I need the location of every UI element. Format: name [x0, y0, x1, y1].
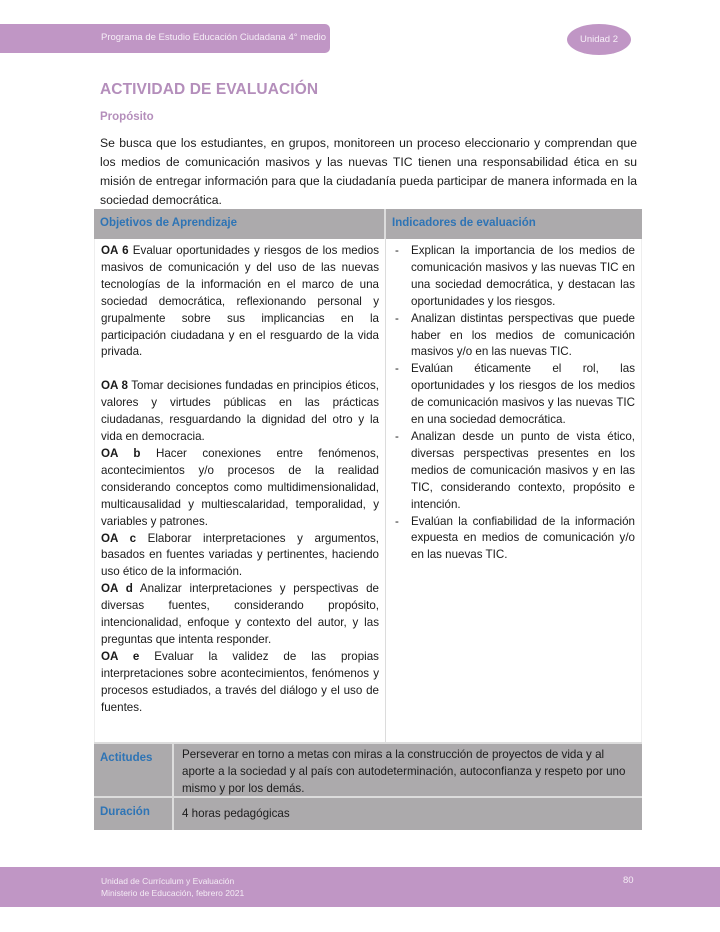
attitudes-label: Actitudes [94, 744, 174, 796]
table-header-row [94, 209, 642, 239]
bullet-dash-icon: - [395, 362, 399, 376]
objective-text: Hacer conexiones entre fenómenos, acontecimientos y/o procesos de la realidad considerando conceptos como multidimensionalidad, multicausalidad y multiescalaridad, temporalidad, y variables y patrones. [101, 446, 379, 528]
evaluation-table [94, 209, 642, 830]
objective-text: Analizar interpretaciones y perspectivas de diversas fuentes, considerando propósito, intencionalidad, enfoque y contexto del autor, y las preguntas que intenta responder. [101, 582, 380, 646]
bullet-dash-icon: - [395, 244, 399, 257]
duration-label: Duración [94, 798, 174, 830]
indicators-cell [386, 239, 642, 742]
page-number: 80 [623, 875, 634, 886]
indicator-item: - Explican la importancia de los medios de comunicación masivos y las nuevas TIC en una sociedad democrática, y destacan las oportunidades y los riesgos. [395, 244, 635, 308]
bullet-dash-icon: - [395, 429, 399, 443]
objective-text: Tomar decisiones fundadas en principios éticos, valores y virtudes públicas en las prácticas ciudadanas, resguardando la dignidad del otro y la vida en democracia. [101, 379, 379, 444]
objectives-cell [94, 239, 386, 742]
purpose-paragraph: Se busca que los estudiantes, en grupos, monitoreen un proceso eleccionario y comprendan que los medios de comunicación masivos y las nuevas TIC tienen una responsabilidad ética en su misión de entregar información para que la ciudadanía pueda participar de manera informada en la sociedad democrática. [100, 136, 637, 207]
objective-code: OA 8 [101, 379, 128, 393]
objective-code: OA b [101, 446, 141, 460]
objective-code: OA 6 [101, 244, 129, 257]
indicator-item: - Analizan desde un punto de vista ético, diversas perspectivas presentes en los medios de comunicación masivos y en las TIC, considerando contexto, propósito e intención. [395, 429, 635, 511]
program-title: Programa de Estudio Educación Ciudadana 4° medio [101, 32, 327, 43]
duration-text: 4 horas pedagógicas [182, 807, 290, 820]
footer-line-2: Ministerio de Educación, febrero 2021 [101, 888, 245, 898]
objective-item [101, 581, 379, 649]
unit-label: Unidad 2 [579, 34, 619, 45]
objectives-header: Objetivos de Aprendizaje [94, 209, 386, 239]
objective-code: OA e [101, 649, 140, 663]
footer-line-1: Unidad de Currículum y Evaluación [101, 876, 235, 886]
section-subtitle: Propósito [100, 111, 154, 123]
indicator-item: - Evalúan la confiabilidad de la información expuesta en medios de comunicación y/o en las nuevas TIC. [395, 514, 635, 562]
unit-badge [567, 24, 631, 55]
objective-item [101, 531, 379, 582]
objective-item [101, 649, 379, 717]
objective-code: OA d [101, 582, 133, 596]
indicator-item: - Evalúan éticamente el rol, las oportunidades y los riesgos de los medios de comunicación masivos y las nuevas TIC en una sociedad democrática. [395, 362, 635, 427]
section-title: ACTIVIDAD DE EVALUACIÓN [100, 81, 319, 98]
objective-text: Elaborar interpretaciones y argumentos, basados en fuentes variadas y pertinentes, haciendo uso ético de la información. [101, 531, 379, 579]
objective-code: OA c [101, 531, 137, 545]
indicator-item: - Analizan distintas perspectivas que puede haber en los medios de comunicación masivos y/o en las nuevas TIC. [395, 311, 635, 359]
objective-text: Evaluar la validez de las propias interpretaciones sobre acontecimientos, fenómenos y procesos estudiados, a través del diálogo y el uso de fuentes. [101, 649, 379, 714]
duration-row [94, 796, 642, 830]
table-body-row [94, 239, 642, 742]
attitudes-text: Perseverar en torno a metas con miras a la construcción de proyectos de vida y al aporte a la sociedad y al país con autodeterminación, autoconfianza y respeto por uno mismo y por los demás. [182, 748, 626, 795]
indicators-header: Indicadores de evaluación [392, 217, 536, 229]
indicators-list [392, 243, 635, 564]
bullet-dash-icon: - [395, 311, 399, 325]
program-header-bar [0, 24, 330, 53]
objective-item [101, 378, 379, 446]
footer-bar [0, 867, 720, 907]
attitudes-row [94, 742, 642, 796]
bullet-dash-icon: - [395, 514, 399, 528]
objective-item [101, 446, 379, 531]
objective-item [101, 243, 379, 361]
objective-text: Evaluar oportunidades y riesgos de los medios masivos de comunicación y del uso de las nuevas tecnologías de la información en el marco de una sociedad democrática, reflexionando personal y grupalmente sobre sus implicancias en la participación ciudadana y en el resguardo de la vida privada. [101, 244, 379, 359]
